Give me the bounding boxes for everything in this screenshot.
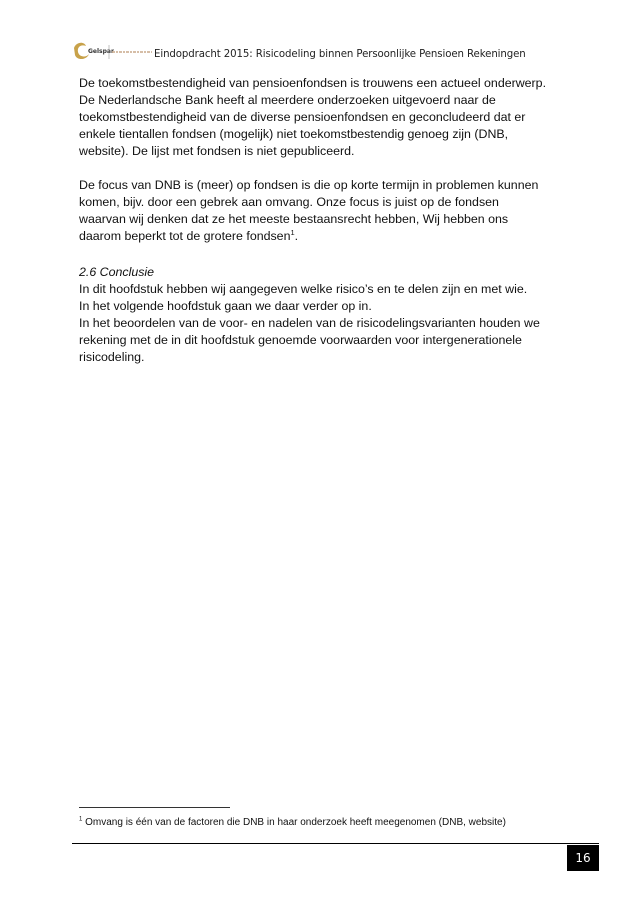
text-line: De focus van DNB is (meer) op fondsen is die op korte termijn in problemen kunnen <box>79 178 539 192</box>
section-conclusie <box>79 264 569 366</box>
footnote-reference[interactable]: 1 <box>290 227 295 237</box>
footnote <box>79 817 506 828</box>
company-logo <box>72 40 154 62</box>
svg-text:Gelspar: Gelspar <box>88 48 114 55</box>
text-line: waarvan wij denken dat ze het meeste bestaansrecht hebben, Wij hebben ons <box>79 212 509 226</box>
text-line: De Nederlandsche Bank heeft al meerdere onderzoeken uitgevoerd naar de <box>79 93 496 107</box>
document-body <box>79 75 569 383</box>
text-line: rekening met de in dit hoofdstuk genoemde voorwaarden voor intergenerationele <box>79 333 522 347</box>
text-line: komen, bijv. door een gebrek aan omvang. Onze focus is juist op de fondsen <box>79 195 499 209</box>
text-line: toekomstbestendigheid van de diverse pensioenfondsen en geconcludeerd dat er <box>79 110 526 124</box>
text-line: risicodeling. <box>79 350 145 364</box>
page-number: 16 <box>567 845 599 871</box>
footer-rule <box>72 843 599 844</box>
text-line: In het beoordelen van de voor- en nadelen van de risicodelingsvarianten houden we <box>79 316 540 330</box>
footnote-text: Omvang is één van de factoren die DNB in haar onderzoek heeft meegenomen (DNB, website) <box>82 817 506 828</box>
page-header <box>72 38 572 68</box>
paragraph-focus <box>79 177 569 245</box>
text-line: enkele tientallen fondsen (mogelijk) niet toekomstbestendig genoeg zijn (DNB, <box>79 127 509 141</box>
text-line: De toekomstbestendigheid van pensioenfondsen is trouwens een actueel onderwerp. <box>79 76 547 90</box>
text-line: website). De lijst met fondsen is niet gepubliceerd. <box>79 144 355 158</box>
footnote-number: 1 <box>79 816 83 823</box>
section-heading: 2.6 Conclusie <box>79 265 155 279</box>
footnote-separator <box>79 807 230 808</box>
text-line <box>79 228 569 245</box>
text-line: In het volgende hoofdstuk gaan we daar verder op in. <box>79 299 372 313</box>
text-line: In dit hoofdstuk hebben wij aangegeven welke risico’s en te delen zijn en met wie. <box>79 282 528 296</box>
header-title: Eindopdracht 2015: Risicodeling binnen Persoonlijke Pensioen Rekeningen <box>154 49 526 60</box>
paragraph-toekomstbestendigheid <box>79 75 569 160</box>
text-segment: daarom beperkt tot de grotere fondsen <box>79 229 291 243</box>
text-segment: . <box>294 229 299 243</box>
